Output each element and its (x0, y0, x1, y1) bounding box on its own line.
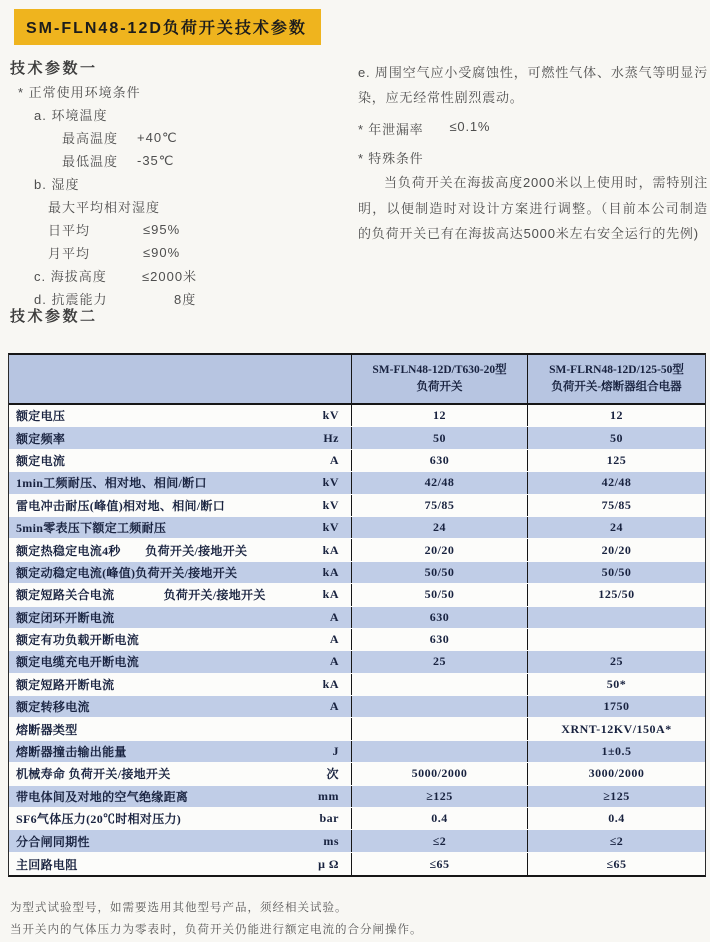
table-row (9, 495, 705, 517)
row-value-t630: 12 (351, 405, 527, 426)
row-value-combo: 125 (527, 450, 705, 471)
env-conditions-list (12, 80, 352, 310)
table-row (9, 741, 705, 763)
row-unit: kA (322, 542, 339, 557)
table-row (9, 718, 705, 740)
table-row (9, 427, 705, 449)
table-row (9, 629, 705, 651)
annual-leak-rate-value: ≤0.1% (449, 119, 491, 134)
row-value-t630: 5000/2000 (351, 763, 527, 784)
annual-leak-rate-label: * 年泄漏率 (358, 122, 424, 137)
table-row (9, 450, 705, 472)
row-value-combo: 12 (527, 405, 705, 426)
row-parameter-label: 1min工频耐压、相对地、相间/断口 (16, 476, 207, 491)
env-condition-label: b. 湿度 (34, 177, 80, 192)
row-parameter-cell (9, 607, 351, 628)
row-value-t630: 20/20 (351, 539, 527, 560)
env-condition-value: ≤95% (143, 222, 181, 237)
row-value-t630: 50/50 (351, 562, 527, 583)
row-value-combo: 125/50 (527, 584, 705, 605)
row-parameter-cell (9, 450, 351, 471)
row-value-combo: 50* (527, 674, 705, 695)
row-value-combo: 0.4 (527, 808, 705, 829)
env-condition-value: 8度 (174, 292, 197, 307)
row-parameter-cell (9, 562, 351, 583)
env-condition-label: 最大平均相对湿度 (48, 200, 161, 215)
row-value-t630: ≥125 (351, 786, 527, 807)
table-row (9, 853, 705, 875)
env-condition-label: * 正常使用环境条件 (18, 85, 141, 100)
header-t630-type: 负荷开关 (416, 381, 463, 393)
header-t630-model: SM-FLN48-12D/T630-20型 (372, 363, 507, 376)
row-parameter-cell (9, 741, 351, 762)
env-condition-label: 日平均 (48, 223, 91, 238)
ambient-air-paragraph: e. 周围空气应小受腐蚀性，可燃性气体、水蒸气等明显污染，应无经常性剧烈震动。 (358, 65, 708, 105)
row-parameter-cell (9, 495, 351, 516)
row-value-combo: 20/20 (527, 539, 705, 560)
row-parameter-cell (9, 584, 351, 605)
row-value-t630 (351, 674, 527, 695)
env-condition-line (12, 126, 352, 149)
header-combo-unit (527, 355, 705, 403)
row-unit: kV (322, 408, 339, 423)
env-condition-line (12, 241, 352, 264)
row-parameter-cell (9, 808, 351, 829)
row-parameter-label: 额定电流 (16, 453, 66, 468)
env-condition-value: ≤2000米 (142, 269, 198, 284)
env-condition-label: d. 抗震能力 (34, 292, 108, 307)
row-value-combo: 24 (527, 517, 705, 538)
row-unit: kV (322, 520, 339, 535)
row-unit: bar (319, 811, 339, 826)
footnote-type-test: 为型式试验型号，如需要选用其他型号产品，须经相关试验。 (10, 902, 348, 914)
row-parameter-label: SF6气体压力(20℃时相对压力) (16, 812, 182, 827)
row-parameter-label: 额定转移电流 (16, 700, 90, 715)
env-condition-value: ≤90% (143, 245, 181, 260)
env-condition-label: a. 环境温度 (34, 108, 108, 123)
table-row (9, 763, 705, 785)
footnote-zero-pressure: 当开关内的气体压力为零表时，负荷开关仍能进行额定电流的合分闸操作。 (10, 924, 423, 936)
env-condition-line (12, 264, 352, 287)
row-value-t630: 50 (351, 427, 527, 448)
spec-table-header (9, 355, 705, 405)
row-parameter-cell (9, 718, 351, 739)
row-unit: A (329, 452, 339, 467)
row-parameter-label: 额定频率 (16, 431, 66, 446)
table-row (9, 584, 705, 606)
env-condition-label: 月平均 (48, 246, 91, 261)
row-value-combo: 1±0.5 (527, 741, 705, 762)
row-parameter-cell (9, 427, 351, 448)
row-parameter-label: 额定热稳定电流4秒 负荷开关/接地开关 (16, 543, 248, 558)
row-parameter-label: 带电体间及对地的空气绝缘距离 (16, 789, 189, 804)
row-parameter-cell (9, 763, 351, 784)
env-condition-line (12, 80, 352, 103)
env-condition-line (12, 218, 352, 241)
env-condition-value: +40℃ (137, 129, 178, 145)
row-unit: kV (322, 475, 339, 490)
row-parameter-label: 额定电压 (16, 409, 66, 424)
row-unit: ms (323, 833, 339, 848)
row-unit: μ Ω (318, 856, 339, 871)
row-value-t630: 630 (351, 450, 527, 471)
row-value-t630: 0.4 (351, 808, 527, 829)
table-row (9, 674, 705, 696)
header-blank-cell (9, 355, 351, 403)
row-parameter-label: 主回路电阻 (16, 857, 78, 872)
row-parameter-label: 熔断器撞击输出能量 (16, 745, 127, 760)
row-unit: kA (322, 564, 339, 579)
env-condition-line (12, 149, 352, 172)
row-parameter-label: 5min零表压下额定工频耐压 (16, 521, 167, 536)
header-combo-model: SM-FLRN48-12D/125-50型 (549, 363, 684, 376)
row-parameter-label: 额定闭环开断电流 (16, 610, 115, 625)
env-condition-line (12, 195, 352, 218)
row-parameter-label: 额定动稳定电流(峰值)负荷开关/接地开关 (16, 565, 238, 580)
header-t630-switch (351, 355, 527, 403)
special-conditions-paragraph: 当负荷开关在海拔高度2000米以上使用时，需特别注明，以便制造时对设计方案进行调整。（目前本公司制造的负荷开关已有在海拔高达5000米左右安全运行的先例) (358, 175, 708, 241)
row-value-t630: ≤2 (351, 830, 527, 851)
table-row (9, 808, 705, 830)
special-conditions-label: * 特殊条件 (358, 151, 424, 166)
spacer (423, 119, 449, 138)
row-value-combo: ≤65 (527, 853, 705, 875)
row-value-combo: 3000/2000 (527, 763, 705, 784)
row-value-combo: 50/50 (527, 562, 705, 583)
row-parameter-label: 额定短路开断电流 (16, 677, 115, 692)
spec-table (8, 353, 706, 877)
table-row (9, 830, 705, 852)
row-value-combo: 50 (527, 427, 705, 448)
row-value-t630: 630 (351, 607, 527, 628)
env-condition-line (12, 172, 352, 195)
row-value-t630: ≤65 (351, 853, 527, 875)
section-heading-params-1: 技术参数一 (10, 60, 98, 77)
row-parameter-label: 熔断器类型 (16, 722, 78, 737)
row-unit: A (329, 609, 339, 624)
row-parameter-cell (9, 517, 351, 538)
row-parameter-cell (9, 651, 351, 672)
spec-table-body (9, 405, 705, 875)
row-value-t630 (351, 696, 527, 717)
env-condition-label: 最低温度 (62, 154, 119, 169)
table-row (9, 696, 705, 718)
row-parameter-cell (9, 472, 351, 493)
row-parameter-cell (9, 830, 351, 851)
row-parameter-label: 雷电冲击耐压(峰值)相对地、相间/断口 (16, 498, 226, 513)
row-value-combo: 42/48 (527, 472, 705, 493)
row-value-t630 (351, 718, 527, 739)
row-parameter-label: 额定电缆充电开断电流 (16, 655, 140, 670)
row-parameter-cell (9, 696, 351, 717)
row-unit: A (329, 699, 339, 714)
row-unit: kV (322, 497, 339, 512)
row-parameter-cell (9, 629, 351, 650)
table-row (9, 786, 705, 808)
table-row (9, 562, 705, 584)
footnotes (10, 897, 423, 941)
env-condition-label: c. 海拔高度 (34, 269, 107, 284)
row-value-combo: 1750 (527, 696, 705, 717)
table-row (9, 472, 705, 494)
row-unit: mm (318, 788, 339, 803)
row-value-t630: 24 (351, 517, 527, 538)
row-parameter-cell (9, 786, 351, 807)
row-parameter-label: 分合闸同期性 (16, 834, 90, 849)
row-value-combo: ≤2 (527, 830, 705, 851)
table-row (9, 607, 705, 629)
row-value-combo: 75/85 (527, 495, 705, 516)
row-unit: Hz (323, 430, 339, 445)
row-parameter-cell (9, 539, 351, 560)
header-combo-type: 负荷开关-熔断器组合电器 (551, 381, 682, 393)
right-column (358, 60, 708, 247)
row-unit: A (329, 654, 339, 669)
row-unit: J (332, 744, 339, 759)
row-unit: kA (322, 587, 339, 602)
row-value-combo: XRNT-12KV/150A* (527, 718, 705, 739)
env-condition-label: 最高温度 (62, 131, 119, 146)
page-title: SM-FLN48-12D负荷开关技术参数 (14, 9, 321, 45)
row-value-t630: 25 (351, 651, 527, 672)
row-value-t630: 75/85 (351, 495, 527, 516)
row-value-t630: 50/50 (351, 584, 527, 605)
row-value-t630 (351, 741, 527, 762)
row-parameter-label: 额定有功负载开断电流 (16, 633, 140, 648)
row-unit: A (329, 632, 339, 647)
section-heading-params-2: 技术参数二 (10, 308, 98, 325)
row-parameter-cell (9, 405, 351, 426)
table-row (9, 405, 705, 427)
row-value-combo: 25 (527, 651, 705, 672)
table-row (9, 539, 705, 561)
row-parameter-label: 额定短路关合电流 负荷开关/接地开关 (16, 588, 266, 603)
row-parameter-label: 机械寿命 负荷开关/接地开关 (16, 767, 171, 782)
row-value-t630: 630 (351, 629, 527, 650)
env-condition-value: -35℃ (137, 152, 175, 168)
row-value-combo (527, 629, 705, 650)
env-condition-line (12, 103, 352, 126)
row-parameter-cell (9, 674, 351, 695)
row-value-t630: 42/48 (351, 472, 527, 493)
row-unit: 次 (326, 767, 339, 782)
row-value-combo: ≥125 (527, 786, 705, 807)
annual-leak-rate-line (358, 119, 708, 138)
row-value-combo (527, 607, 705, 628)
row-parameter-cell (9, 853, 351, 875)
row-unit: kA (322, 676, 339, 691)
table-row (9, 651, 705, 673)
table-row (9, 517, 705, 539)
